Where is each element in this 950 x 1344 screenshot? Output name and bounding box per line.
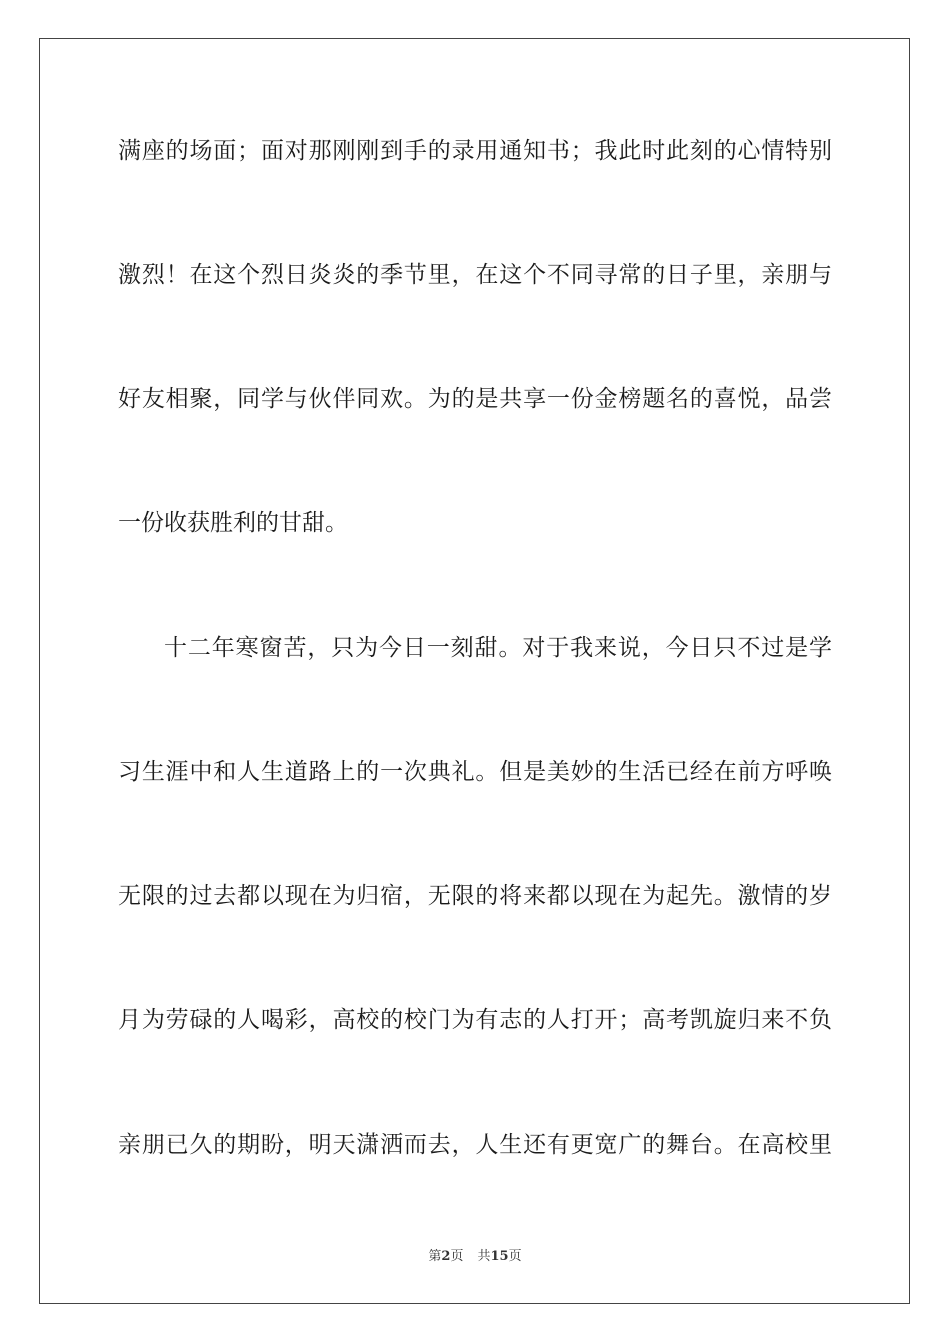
total-pages: 15 <box>490 1249 509 1264</box>
page-footer <box>0 1248 950 1266</box>
body-text-line-5: 十二年寒窗苦，只为今日一刻甜。对于我来说，今日只不过是学 <box>164 635 832 661</box>
total-suffix: 页 <box>508 1249 522 1264</box>
page-border <box>39 38 910 1304</box>
page-number: 2 <box>441 1249 451 1264</box>
body-text-line-7: 无限的过去都以现在为归宿，无限的将来都以现在为起先。激情的岁 <box>118 883 832 909</box>
total-prefix: 共 <box>477 1249 491 1264</box>
body-text-line-4: 一份收获胜利的甘甜。 <box>118 510 348 536</box>
body-text-line-9: 亲朋已久的期盼，明天潇洒而去，人生还有更宽广的舞台。在高校里 <box>118 1132 832 1158</box>
body-text-line-1: 满座的场面；面对那刚刚到手的录用通知书；我此时此刻的心情特别 <box>118 138 832 164</box>
page-suffix: 页 <box>450 1249 464 1264</box>
page-prefix: 第 <box>428 1249 442 1264</box>
body-text-line-2: 激烈！在这个烈日炎炎的季节里，在这个不同寻常的日子里，亲朋与 <box>118 262 832 288</box>
body-text-line-8: 月为劳碌的人喝彩，高校的校门为有志的人打开；高考凯旋归来不负 <box>118 1007 832 1033</box>
body-text-line-3: 好友相聚，同学与伙伴同欢。为的是共享一份金榜题名的喜悦，品尝 <box>118 386 832 412</box>
body-text-line-6: 习生涯中和人生道路上的一次典礼。但是美妙的生活已经在前方呼唤 <box>118 759 832 785</box>
